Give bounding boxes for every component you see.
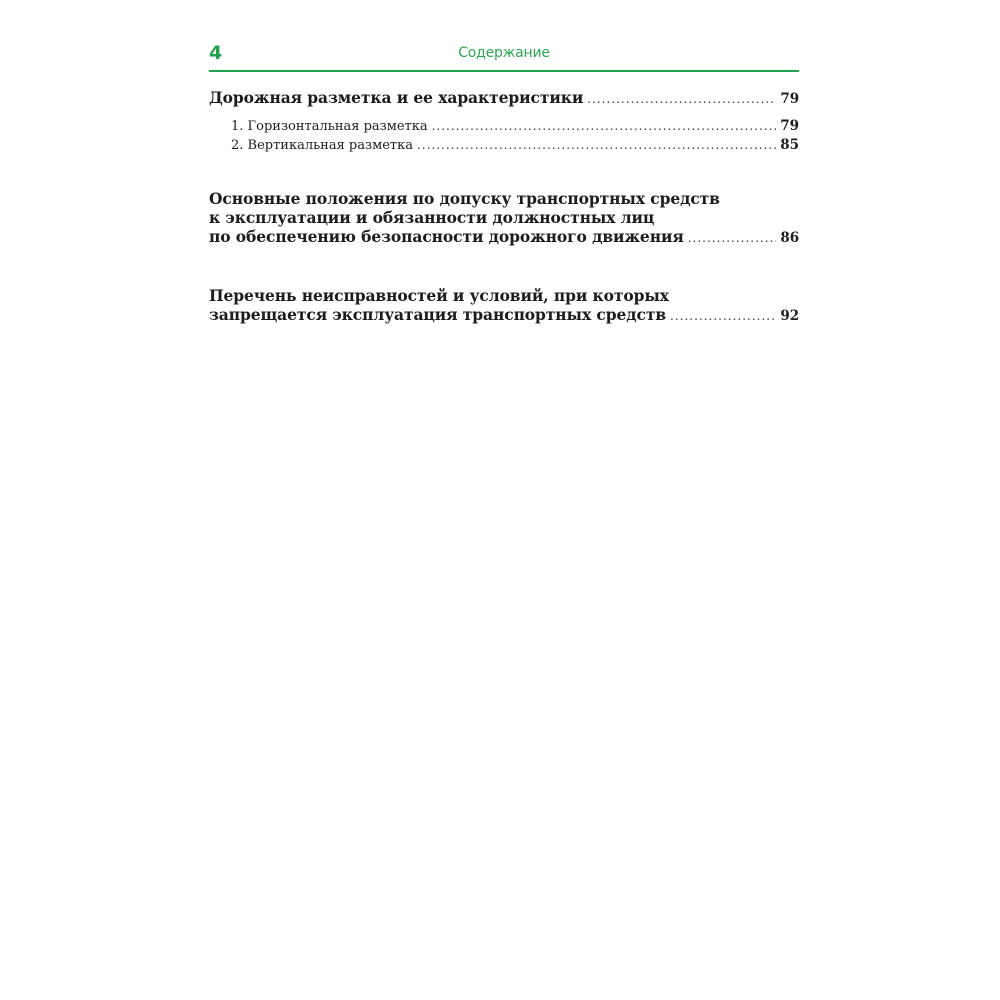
page-number: 4 — [209, 42, 223, 64]
toc-subentry-horizontal-marking[interactable] — [209, 117, 799, 136]
toc-entry-title: Дорожная разметка и ее характеристики — [209, 88, 584, 107]
toc-entry-page: 92 — [780, 308, 799, 324]
toc-subentry-page: 79 — [780, 118, 799, 134]
toc-entry-title-line: Перечень неисправностей и условий, при которых — [209, 286, 669, 305]
toc-entry-page: 79 — [780, 91, 799, 107]
toc-entry-malfunctions-list[interactable] — [209, 286, 799, 326]
toc-entry-title-line: по обеспечению безопасности дорожного движения — [209, 227, 684, 246]
toc-subentry-page: 85 — [780, 137, 799, 153]
toc-entry-title-line: к эксплуатации и обязанности должностных лиц — [209, 208, 655, 227]
running-title: Содержание — [458, 45, 550, 61]
toc-subentry-label: 1. Горизонтальная разметка — [231, 119, 428, 134]
table-of-contents — [209, 88, 799, 326]
toc-entry-road-marking[interactable] — [209, 88, 799, 109]
dot-leader — [587, 90, 776, 109]
toc-entry-page: 86 — [780, 230, 799, 246]
toc-entry-title-line: запрещается эксплуатация транспортных средств — [209, 305, 666, 324]
toc-subentry-vertical-marking[interactable] — [209, 136, 799, 155]
header-rule — [209, 70, 799, 72]
toc-entry-title-line: Основные положения по допуску транспортных средств — [209, 189, 720, 208]
page-header — [209, 40, 799, 72]
dot-leader — [417, 136, 776, 154]
dot-leader — [688, 229, 777, 248]
toc-entry-vehicle-admission[interactable] — [209, 189, 799, 248]
toc-subentry-label: 2. Вертикальная разметка — [231, 138, 413, 153]
dot-leader — [670, 307, 776, 326]
dot-leader — [432, 117, 777, 135]
